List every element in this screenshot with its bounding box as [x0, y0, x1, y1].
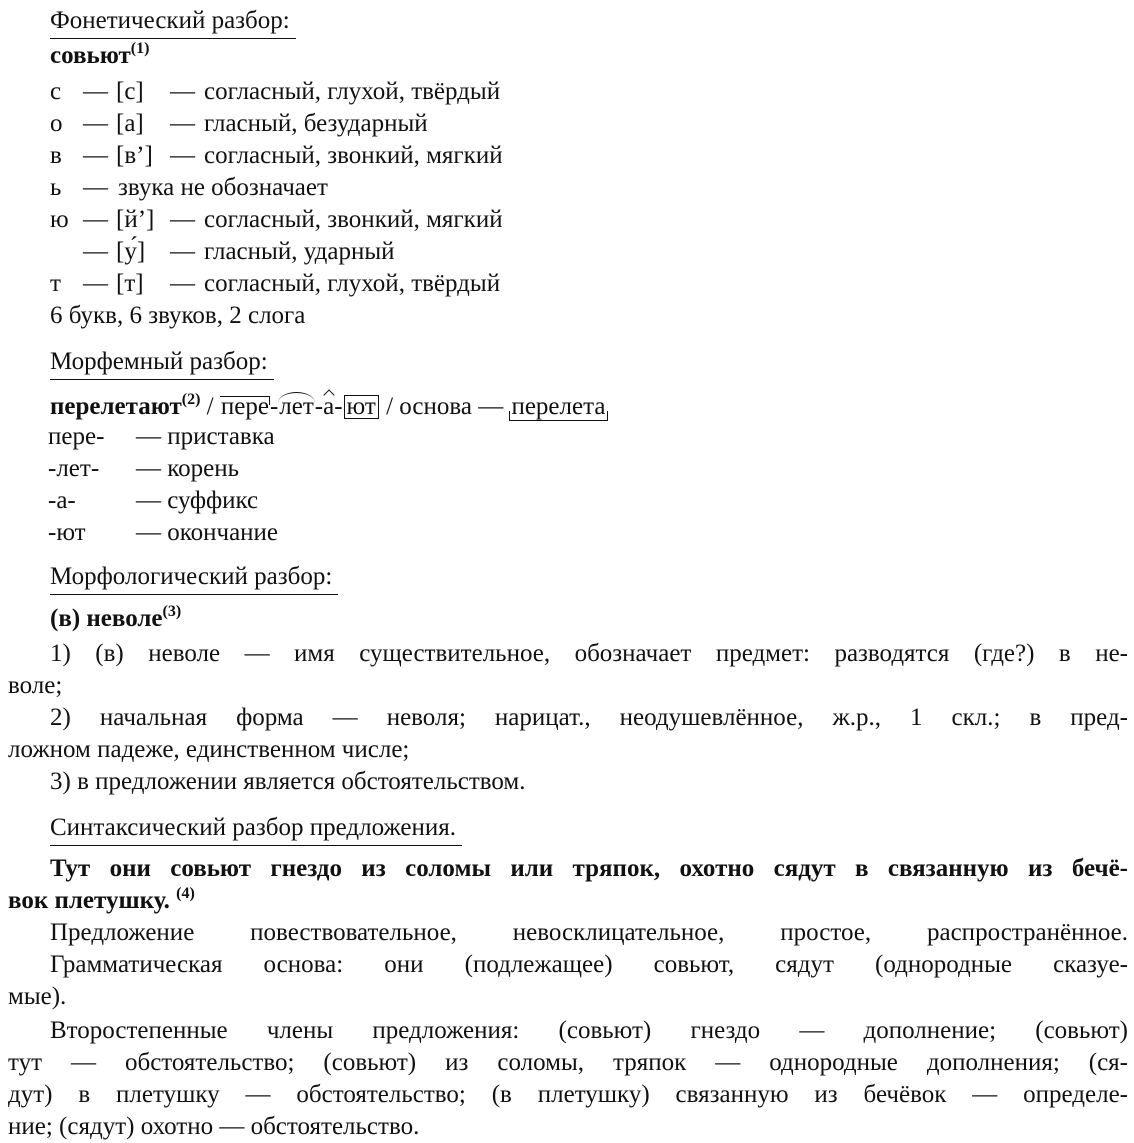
phonetic-summary: 6 букв, 6 звуков, 2 слога	[50, 302, 306, 329]
point-1-cont: воле;	[8, 672, 63, 699]
morphological-word	[50, 603, 181, 635]
morpheme: пере-	[48, 423, 105, 450]
description: гласный, безударный	[204, 110, 428, 137]
dash: —	[170, 142, 195, 169]
syntactic-body	[8, 853, 1128, 1143]
grammar-base: Грамматическая основа: они (подлежащее) совьют, сядут (однородные сказуе-	[50, 951, 1128, 978]
morpheme-desc: — суффикс	[136, 487, 259, 514]
sound: [а]	[116, 110, 144, 137]
morpheme: -ют	[48, 519, 86, 546]
morpheme-desc: — приставка	[136, 423, 275, 450]
point-2-cont: ложном падеже, единственном числе;	[8, 736, 410, 763]
stem-label: основа —	[399, 393, 504, 420]
morphological-header: Морфологический разбор:	[50, 561, 338, 595]
footnote-mark: (2)	[181, 391, 201, 408]
letter: о	[50, 110, 63, 137]
point-2: 2) начальная форма — неволя; нарицат., неодушевлённое, ж.р., 1 скл.; в пред-	[50, 704, 1128, 731]
phonetic-word-text: совьют	[50, 42, 131, 69]
analyzed-sentence-cont: вок плетушку.	[8, 887, 170, 914]
letter: ь	[50, 174, 62, 201]
secondary-members-cont: дут) в плетушку — обстоятельство; (в плетушку) связанную из бечёвок — определе-	[8, 1081, 1128, 1108]
grammar-base-cont: мые).	[8, 983, 67, 1010]
dash: —	[83, 142, 108, 169]
sound: [й’]	[116, 206, 155, 233]
sound: [в’]	[116, 142, 153, 169]
description: согласный, звонкий, мягкий	[204, 142, 503, 169]
ending-mark: ют	[344, 395, 379, 419]
morphemic-line: перелетают$^{(2)}$ / пере-лет-а- ют / основа — перелета	[50, 391, 608, 423]
phonetic-word	[50, 40, 149, 72]
description: согласный, звонкий, мягкий	[204, 206, 503, 233]
syntactic-header: Синтаксический разбор предложения.	[50, 812, 462, 846]
root-mark: лет	[278, 391, 315, 423]
morphological-body	[8, 638, 1128, 798]
dash: —	[170, 78, 195, 105]
dash: —	[83, 206, 108, 233]
morpheme-desc: — окончание	[136, 519, 279, 546]
morphemic-word: перелетают	[50, 393, 182, 420]
morpheme: -лет-	[48, 455, 100, 482]
morpheme-desc: — корень	[136, 455, 240, 482]
morphological-word-text: (в) неволе	[50, 605, 163, 632]
letter: т	[50, 270, 61, 297]
description: звука не обозначает	[118, 174, 328, 201]
slash: /	[386, 393, 394, 420]
dash: —	[83, 238, 108, 265]
prefix-mark: пере	[220, 391, 270, 423]
description: согласный, глухой, твёрдый	[204, 78, 501, 105]
point-1: 1) (в) неволе — имя существительное, обозначает предмет: разводятся (где?) в не-	[50, 640, 1128, 667]
stem-mark: перелета	[509, 391, 608, 423]
dash: —	[170, 206, 195, 233]
dash: —	[83, 174, 108, 201]
sound: [т]	[116, 270, 144, 297]
slash: /	[206, 393, 214, 420]
secondary-members-end: ние; (сядут) охотно — обстоятельство.	[8, 1113, 420, 1140]
point-3: 3) в предложении является обстоятельством.	[50, 768, 526, 795]
footnote-mark: (4)	[176, 885, 195, 902]
footnote-mark: (1)	[130, 40, 150, 57]
analyzed-sentence: Тут они совьют гнездо из соломы или тряпок, охотно сядут в связанную из бечё-	[50, 855, 1128, 882]
dash: —	[170, 110, 195, 137]
sound: [с]	[116, 78, 144, 105]
footnote-mark: (3)	[162, 603, 182, 620]
morpheme: -а-	[48, 487, 76, 514]
letter: ю	[50, 206, 69, 233]
description: гласный, ударный	[204, 238, 395, 265]
sentence-type: Предложение повествовательное, невосклицательное, простое, распространённое.	[50, 919, 1128, 946]
description: согласный, глухой, твёрдый	[204, 270, 501, 297]
suffix-mark: а	[323, 391, 334, 423]
letter: в	[50, 142, 62, 169]
dash: —	[170, 270, 195, 297]
secondary-members-cont: тут — обстоятельство; (совьют) из соломы, тряпок — однородные дополнения; (ся-	[8, 1049, 1128, 1076]
dash: —	[83, 110, 108, 137]
secondary-members: Второстепенные члены предложения: (совьют) гнездо — дополнение; (совьют)	[50, 1017, 1128, 1044]
dash: —	[170, 238, 195, 265]
dash: —	[83, 270, 108, 297]
morphemic-header: Морфемный разбор:	[50, 346, 274, 380]
sound: [у́]	[116, 238, 146, 265]
dash: —	[83, 78, 108, 105]
phonetic-header: Фонетический разбор:	[50, 5, 296, 39]
letter: с	[50, 78, 62, 105]
